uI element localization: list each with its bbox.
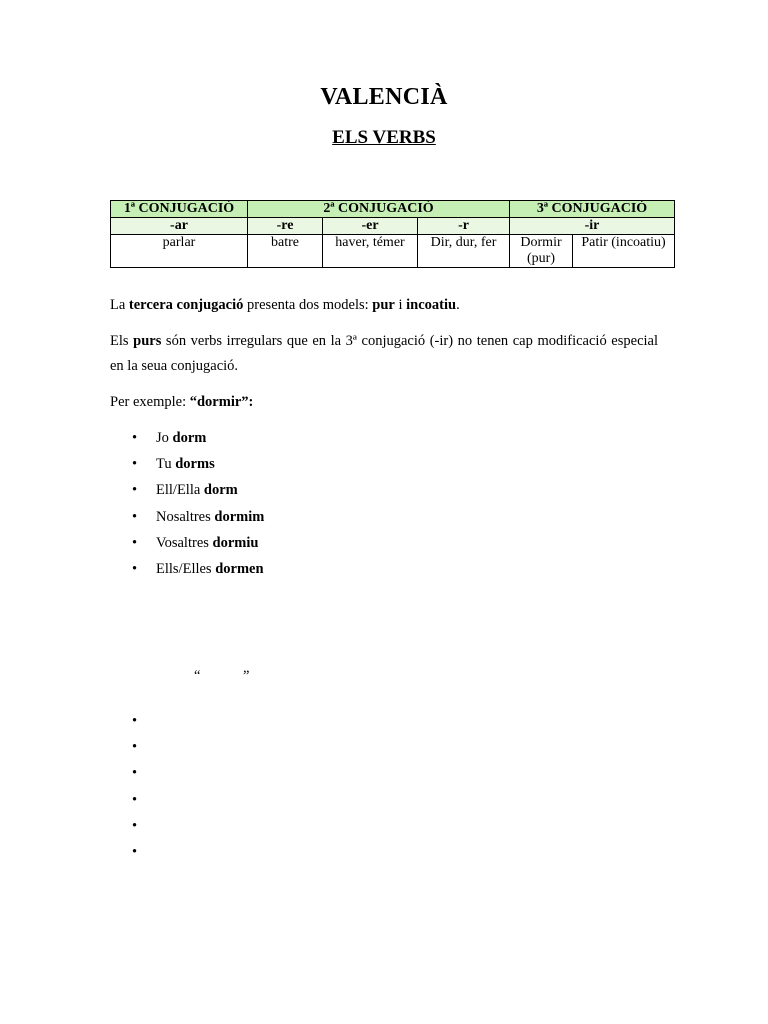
bullet-icon: •: [132, 765, 138, 781]
pronoun: Ells/Elles: [156, 561, 216, 577]
suffix-cell: -re: [248, 218, 323, 235]
bullet-icon: •: [132, 739, 138, 755]
pronoun: Jo: [156, 430, 173, 446]
pronoun: Vosaltres: [156, 535, 213, 551]
text: són verbs irregulars que en la 3ª conjugació (-ir) no tenen cap modificació especial en la seua conjugació.: [110, 333, 658, 374]
verb-form: dorm: [203, 482, 238, 498]
bullet-icon: •: [132, 792, 138, 808]
verb-form: dormim: [214, 509, 265, 525]
conjugation-table: [110, 200, 675, 268]
table-header-row: [111, 201, 675, 218]
suffix-cell: -er: [323, 218, 418, 235]
verb-form: dormen: [215, 561, 264, 577]
close-quote: ”: [243, 668, 250, 684]
example-cell: Dir, dur, fer: [418, 235, 510, 268]
text: Per exemple:: [110, 394, 190, 410]
pronoun: Nosaltres: [156, 509, 215, 525]
bold-text: incoatiu: [406, 297, 457, 313]
example-cell: parlar: [111, 235, 248, 268]
bullet-icon: •: [132, 509, 138, 525]
verb-form: dorms: [175, 456, 215, 472]
header-cell-3: 3ª CONJUGACIÓ: [510, 201, 675, 218]
bold-text: purs: [133, 333, 162, 349]
bullet-icon: •: [132, 713, 138, 729]
verb-form: dormiu: [212, 535, 259, 551]
text: i: [394, 297, 407, 313]
example-cell: batre: [248, 235, 323, 268]
bullet-icon: •: [132, 456, 138, 472]
suffix-cell: -ar: [111, 218, 248, 235]
example-cell: haver, témer: [323, 235, 418, 268]
bullet-icon: •: [132, 430, 138, 446]
bold-text: tercera conjugació: [128, 297, 244, 313]
open-quote: “: [194, 668, 201, 684]
text: La: [110, 297, 129, 313]
suffix-cell: -r: [418, 218, 510, 235]
bold-text: “dormir”:: [189, 394, 254, 410]
suffix-cell: -ir: [510, 218, 675, 235]
text: .: [456, 297, 460, 313]
paragraph-third-conjugation: [110, 293, 658, 318]
bullet-icon: •: [132, 561, 138, 577]
bullet-icon: •: [132, 844, 138, 860]
page-title: VALENCIÀ: [320, 84, 448, 110]
pronoun: Tu: [156, 456, 176, 472]
bold-text: pur: [372, 297, 395, 313]
text: Els: [110, 333, 134, 349]
example-cell: Patir (incoatiu): [573, 235, 675, 268]
header-cell-2: 2ª CONJUGACIÓ: [248, 201, 510, 218]
paragraph-pure-verbs: [110, 329, 658, 379]
bullet-icon: •: [132, 818, 138, 834]
text: presenta dos models:: [243, 297, 373, 313]
bullet-icon: •: [132, 482, 138, 498]
pronoun: Ell/Ella: [156, 482, 204, 498]
page-subtitle: ELS VERBS: [332, 127, 436, 148]
table-suffix-row: [111, 218, 675, 235]
example-cell: Dormir (pur): [510, 235, 573, 268]
verb-form: dorm: [172, 430, 207, 446]
paragraph-example-intro: [110, 390, 658, 415]
header-cell-1: 1ª CONJUGACIÓ: [111, 201, 248, 218]
table-example-row: [111, 235, 675, 268]
bullet-icon: •: [132, 535, 138, 551]
